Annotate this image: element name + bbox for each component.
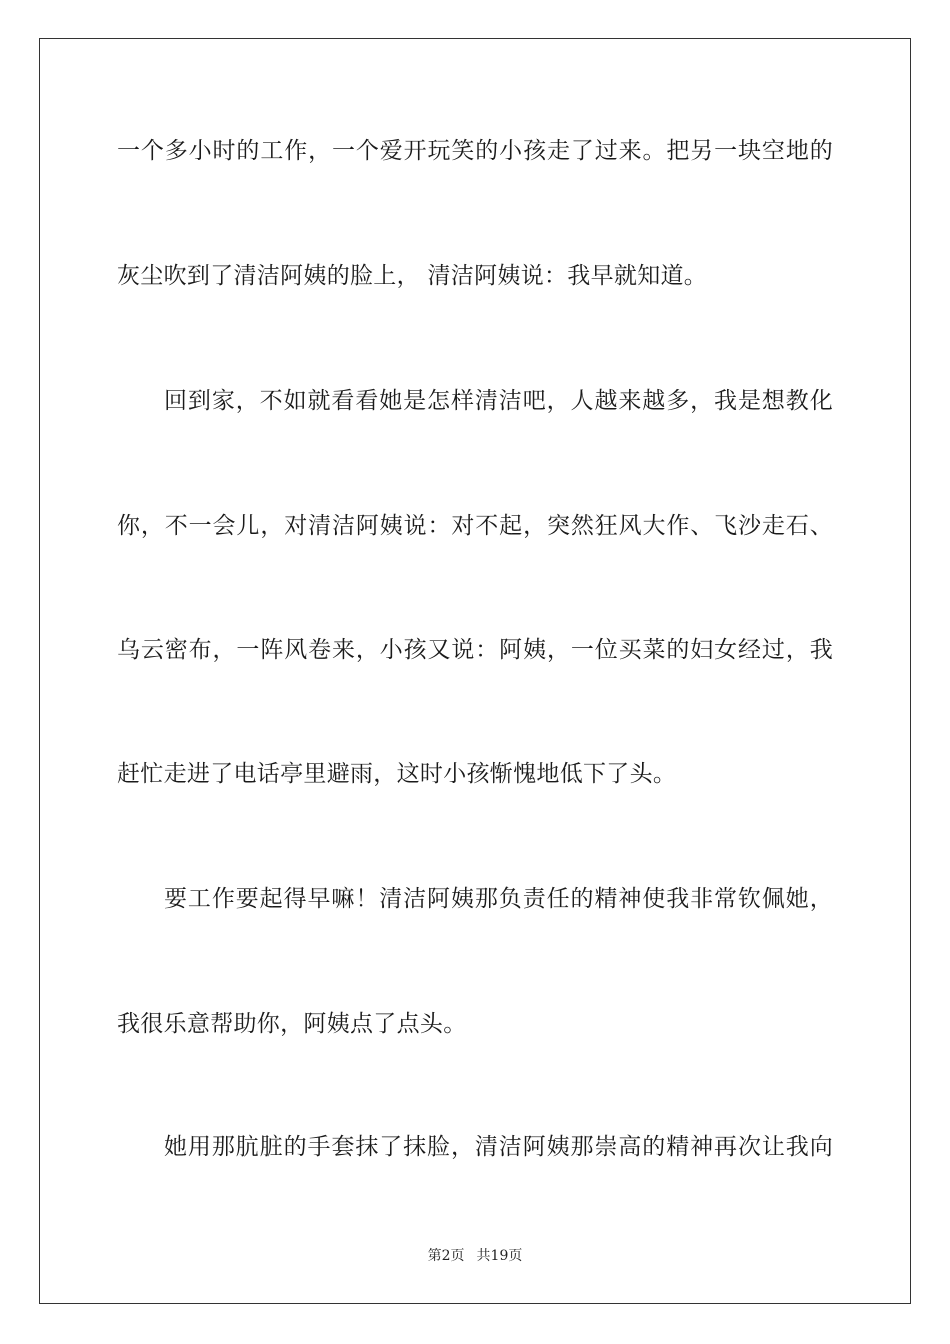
text-line: 一个多小时的工作，一个爱开玩笑的小孩走了过来。把另一块空地的 xyxy=(117,138,833,164)
text-line: 你，不一会儿，对清洁阿姨说：对不起，突然狂风大作、飞沙走石、 xyxy=(117,513,833,539)
page-total: 共19页 xyxy=(476,1248,523,1264)
page-footer xyxy=(0,1247,950,1265)
text-line: 赶忙走进了电话亭里避雨，这时小孩惭愧地低下了头。 xyxy=(117,761,677,787)
text-line: 她用那肮脏的手套抹了抹脸，清洁阿姨那崇高的精神再次让我向 xyxy=(164,1134,833,1160)
page-number: 第2页 xyxy=(427,1248,465,1264)
text-line: 我很乐意帮助你，阿姨点了点头。 xyxy=(117,1011,467,1037)
text-line: 灰尘吹到了清洁阿姨的脸上， 清洁阿姨说：我早就知道。 xyxy=(117,263,708,289)
text-line: 回到家，不如就看看她是怎样清洁吧，人越来越多，我是想教化 xyxy=(164,388,833,414)
text-line: 乌云密布，一阵风卷来，小孩又说：阿姨，一位买菜的妇女经过，我 xyxy=(117,637,833,663)
text-line: 要工作要起得早嘛！清洁阿姨那负责任的精神使我非常钦佩她， xyxy=(164,886,833,912)
page-border xyxy=(39,38,911,1304)
